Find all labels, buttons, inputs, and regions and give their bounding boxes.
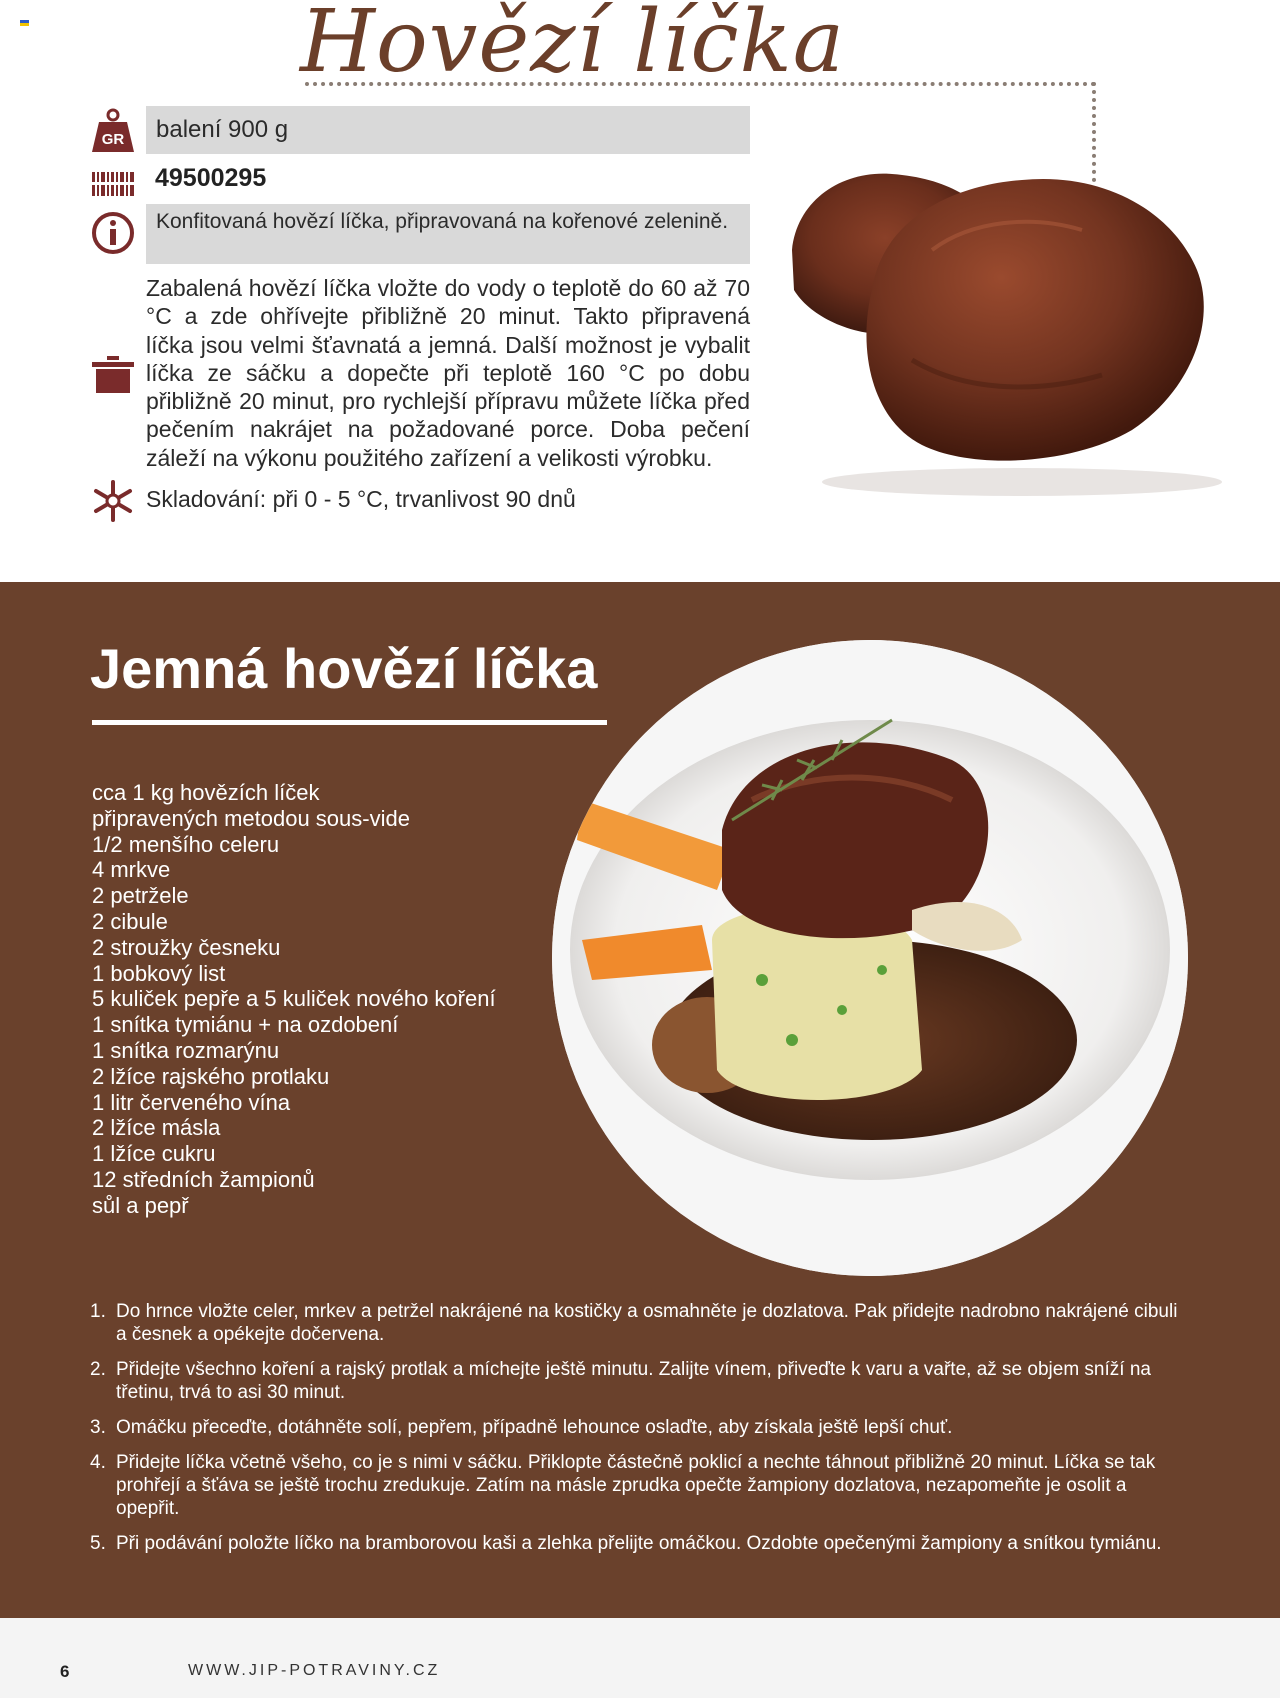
ingredient: 1/2 menšího celeru xyxy=(92,831,280,857)
product-code: 49500295 xyxy=(155,164,267,192)
ingredient: 5 kuliček pepře a 5 kuliček nového koření xyxy=(92,986,496,1012)
recipe-steps xyxy=(90,1300,1190,1567)
ingredient: 12 středních žampionů xyxy=(92,1166,315,1192)
cooking-pot-icon xyxy=(90,352,136,398)
weight-icon xyxy=(90,108,136,154)
ingredients-list xyxy=(92,780,496,1219)
ingredient: sůl a pepř xyxy=(92,1192,189,1218)
step-text: Při podávání položte líčko na bramborovou kaši a zlehka přelijte omáčkou. Ozdobte opečenými žampiony a snítkou tymiánu. xyxy=(116,1533,1162,1554)
step-text: Přidejte všechno koření a rajský protlak a míchejte ještě minutu. Zalijte vínem, přiveďte k varu a vařte, až se objem sníží na třetinu, trvá to asi 30 minut. xyxy=(116,1359,1151,1403)
ingredient: 1 snítka rozmarýnu xyxy=(92,1037,280,1063)
ingredient: cca 1 kg hovězích líček xyxy=(92,780,320,805)
recipe-step xyxy=(90,1532,1190,1555)
step-number: 5. xyxy=(90,1533,106,1554)
title-underline xyxy=(92,720,607,725)
step-text: Do hrnce vložte celer, mrkev a petržel nakrájené na kostičky a osmahněte je dozlatova. Pak přidejte nadrobno nakrájené cibuli a česnek a opékejte dočervena. xyxy=(116,1301,1178,1345)
step-number: 3. xyxy=(90,1417,106,1438)
ingredient: 2 lžíce rajského protlaku xyxy=(92,1063,330,1089)
page-number: 6 xyxy=(60,1662,70,1681)
product-title: Hovězí líčka xyxy=(300,0,845,92)
recipe-step xyxy=(90,1416,1190,1439)
step-text: Přidejte líčka včetně všeho, co je s nimi v sáčku. Přiklopte částečně poklicí a nechte táhnout přibližně 20 minut. Líčka se tak prohřejí a šťáva se ještě trochu zredukuje. Zatím na másle zprudka opečte žampiony dozlatova, nezapomeňte je osolit a opepřit. xyxy=(116,1452,1156,1519)
ingredient: 1 snítka tymiánu + na ozdobení xyxy=(92,1012,399,1038)
step-number: 4. xyxy=(90,1452,106,1473)
ingredient: 2 petržele xyxy=(92,883,189,909)
step-text: Omáčku přeceďte, dotáhněte solí, pepřem, případně lehounce oslaďte, aby získala ještě lepší chuť. xyxy=(116,1417,953,1438)
ingredient: 2 stroužky česneku xyxy=(92,934,281,960)
barcode-icon xyxy=(90,170,136,198)
plated-dish-photo xyxy=(552,640,1188,1276)
step-number: 1. xyxy=(90,1301,106,1322)
ingredient: 4 mrkve xyxy=(92,857,171,883)
storage-info: Skladování: při 0 - 5 °C, trvanlivost 90 dnů xyxy=(146,486,576,512)
ingredient: 1 lžíce cukru xyxy=(92,1141,216,1167)
storage-temperature-icon xyxy=(90,478,136,524)
info-icon xyxy=(90,210,136,256)
weight-icon-label: GR xyxy=(101,131,125,148)
recipe-step xyxy=(90,1300,1190,1346)
footer xyxy=(0,1618,1280,1698)
step-number: 2. xyxy=(90,1359,106,1380)
beef-cheeks-photo xyxy=(772,160,1238,510)
product-description: Konfitovaná hovězí líčka, připravovaná na kořenové zelenině. xyxy=(146,204,750,264)
recipe-step xyxy=(90,1358,1190,1404)
ingredient: 2 cibule xyxy=(92,908,168,934)
recipe-title: Jemná hovězí líčka xyxy=(90,637,598,700)
recipe-step xyxy=(90,1451,1190,1520)
ingredient: 1 bobkový list xyxy=(92,960,226,986)
dotted-divider xyxy=(305,82,1096,86)
flag-icon xyxy=(20,20,29,26)
ingredient: připravených metodou sous-vide xyxy=(92,805,410,831)
ingredient: 2 lžíce másla xyxy=(92,1115,221,1141)
website-link[interactable]: WWW.JIP-POTRAVINY.CZ xyxy=(188,1662,441,1679)
preparation-text: Zabalená hovězí líčka vložte do vody o teplotě do 60 až 70 °C a zde ohřívejte přibližně 20 minut. Takto připravená líčka jsou velmi šťavnatá a jemná. Další možnost je vybalit líčka ze sáčku a dopečte při teplotě 160 °C po dobu přibližně 20 minut, pro rychlejší přípravu můžete líčka před pečením nakrájet na požadované porce. Doba pečení záleží na výkonu použitého zařízení a velikosti výrobku. xyxy=(146,275,750,471)
ingredient: 1 litr červeného vína xyxy=(92,1089,291,1115)
package-size: balení 900 g xyxy=(146,106,750,154)
